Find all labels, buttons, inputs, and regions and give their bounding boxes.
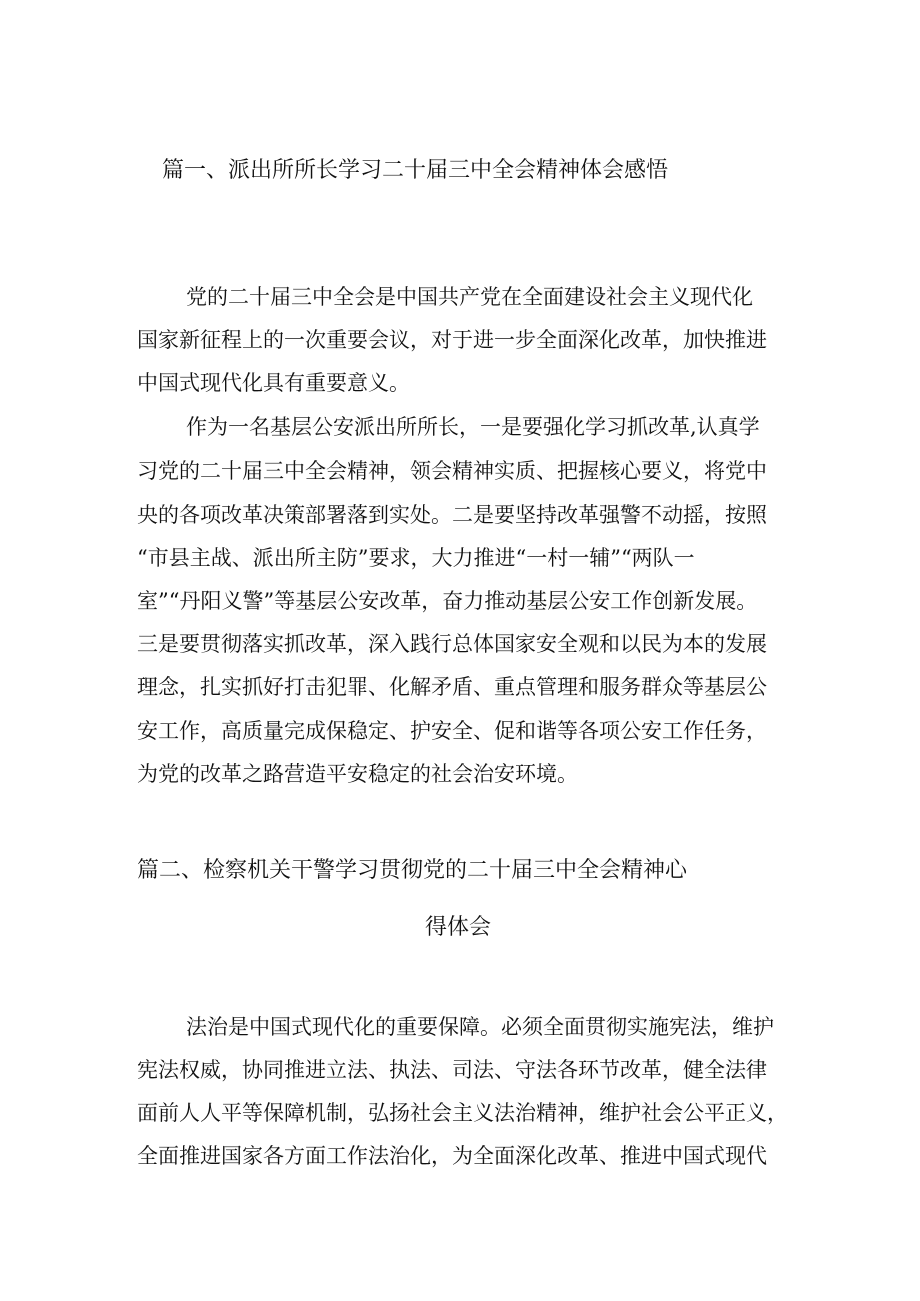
text-line: 宪法权威，协同推进立法、执法、司法、守法各环节改革，健全法律 [137,1058,767,1082]
text-line: 作为一名基层公安派出所所长，一是要强化学习抓改革,认真学 [186,415,760,439]
section-2-title-line-2: 得体会 [425,915,492,940]
section-2-title-line-1: 篇二、检察机关干警学习贯彻党的二十届三中全会精神心 [137,858,688,883]
text-line: 党的二十届三中全会是中国共产党在全面建设社会主义现代化 [186,285,753,309]
text-line: 室”“丹阳义警”等基层公安改革，奋力推动基层公安工作创新发展。 [137,589,758,613]
text-line: 全面推进国家各方面工作法治化，为全面深化改革、推进中国式现代 [137,1144,767,1168]
text-line: 理念，扎实抓好打击犯罪、化解矛盾、重点管理和服务群众等基层公 [137,675,767,699]
text-line: 习党的二十届三中全会精神，领会精神实质、把握核心要义，将党中 [137,459,767,483]
text-line: 国家新征程上的一次重要会议，对于进一步全面深化改革，加快推进 [137,328,767,352]
text-line: “市县主战、派出所主防”要求，大力推进“一村一辅”“两队一 [137,546,695,570]
text-line: 中国式现代化具有重要意义。 [137,371,410,395]
section-1-title: 篇一、派出所所长学习二十届三中全会精神体会感悟 [162,158,669,183]
text-line: 为党的改革之路营造平安稳定的社会治安环境。 [137,762,578,786]
text-line: 面前人人平等保障机制，弘扬社会主义法治精神，维护社会公平正义， [137,1101,788,1125]
text-line: 三是要贯彻落实抓改革，深入践行总体国家安全观和以民为本的发展 [137,632,767,656]
text-line: 央的各项改革决策部署落到实处。二是要坚持改革强警不动摇，按照 [137,503,767,527]
text-line: 法治是中国式现代化的重要保障。必须全面贯彻实施宪法，维护 [186,1015,774,1039]
text-line: 安工作，高质量完成保稳定、护安全、促和谐等各项公安工作任务， [137,719,767,743]
